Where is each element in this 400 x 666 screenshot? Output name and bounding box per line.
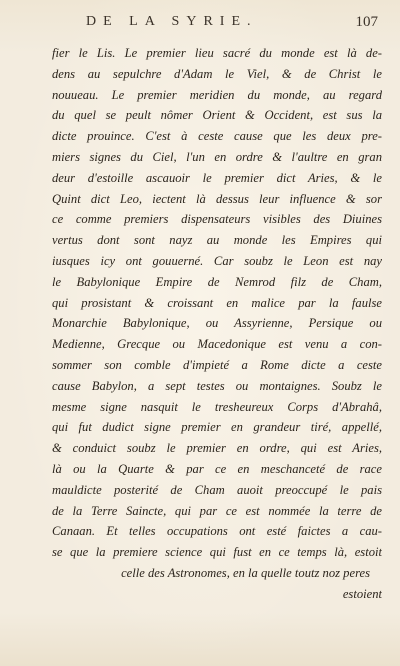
- text-line: miers signes du Ciel, l'un en ordre & l'aultre en gran: [52, 149, 382, 164]
- text-line: iusques icy ont gouuerné. Car soubz le Leon est nay: [52, 253, 382, 268]
- running-head: DE LA SYRIE.: [86, 14, 258, 29]
- catchword: estoient: [342, 586, 382, 601]
- text-line: vertus dont sont nayz au monde les Empires qui: [52, 233, 382, 248]
- text-line: sommer son comble d'impieté a Rome dicte a ceste: [52, 357, 382, 372]
- page-header: [56, 14, 378, 36]
- text-line: le Babylonique Empire de Nemrod filz de Cham,: [52, 274, 382, 289]
- text-line: nouueau. Le premier meridien du monde, au regard: [52, 87, 382, 102]
- text-line: Quint dict Leo, iectent là dessus leur influence & sor: [52, 191, 382, 206]
- text-line: du quel se peult nômer Orient & Occident, est sus la: [52, 108, 382, 123]
- text-line: là ou la Quarte & par ce en meschanceté de race: [52, 461, 382, 476]
- text-line: mauldicte posterité de Cham auoit preoccupé le pais: [52, 482, 382, 497]
- page-number: 107: [355, 14, 378, 30]
- text-line: fier le Lis. Le premier lieu sacré du monde est là de-: [52, 46, 382, 60]
- text-line: celle des Astronomes, en la quelle toutz noz peres: [121, 565, 370, 580]
- body-text: [52, 43, 382, 605]
- text-line: & conduict soubz le premier en ordre, qui est Aries,: [52, 441, 382, 456]
- text-line: ce comme premiers dispensateurs visibles des Diuines: [52, 212, 382, 227]
- text-line: qui prosistant & croissant en malice par la faulse: [52, 295, 382, 310]
- text-line: Monarchie Babylonique, ou Assyrienne, Persique ou: [52, 316, 382, 331]
- text-line: dicte prouince. C'est à ceste cause que les deux pre-: [52, 129, 382, 144]
- text-line: dens au sepulchre d'Adam le Viel, & de Christ le: [52, 66, 382, 81]
- text-line: cause Babylon, a sept testes ou montaignes. Soubz le: [52, 378, 382, 393]
- text-line: de la Terre Saincte, qui par ce est nommée la terre de: [52, 503, 382, 518]
- text-line: Canaan. Et telles occupations ont esté faictes a cau-: [52, 524, 382, 539]
- text-line: Medienne, Grecque ou Macedonique est venu a con-: [52, 337, 382, 352]
- text-line: deur d'estoille ascauoir le premier dict Aries, & le: [52, 170, 382, 185]
- text-line: mesme signe nasquit le tresheureux Corps d'Abrahâ,: [52, 399, 382, 414]
- text-line: qui fut dudict signe premier en grandeur tiré, appellé,: [52, 420, 382, 435]
- text-line: se que la premiere science qui fust en ce temps là, estoit: [52, 545, 382, 560]
